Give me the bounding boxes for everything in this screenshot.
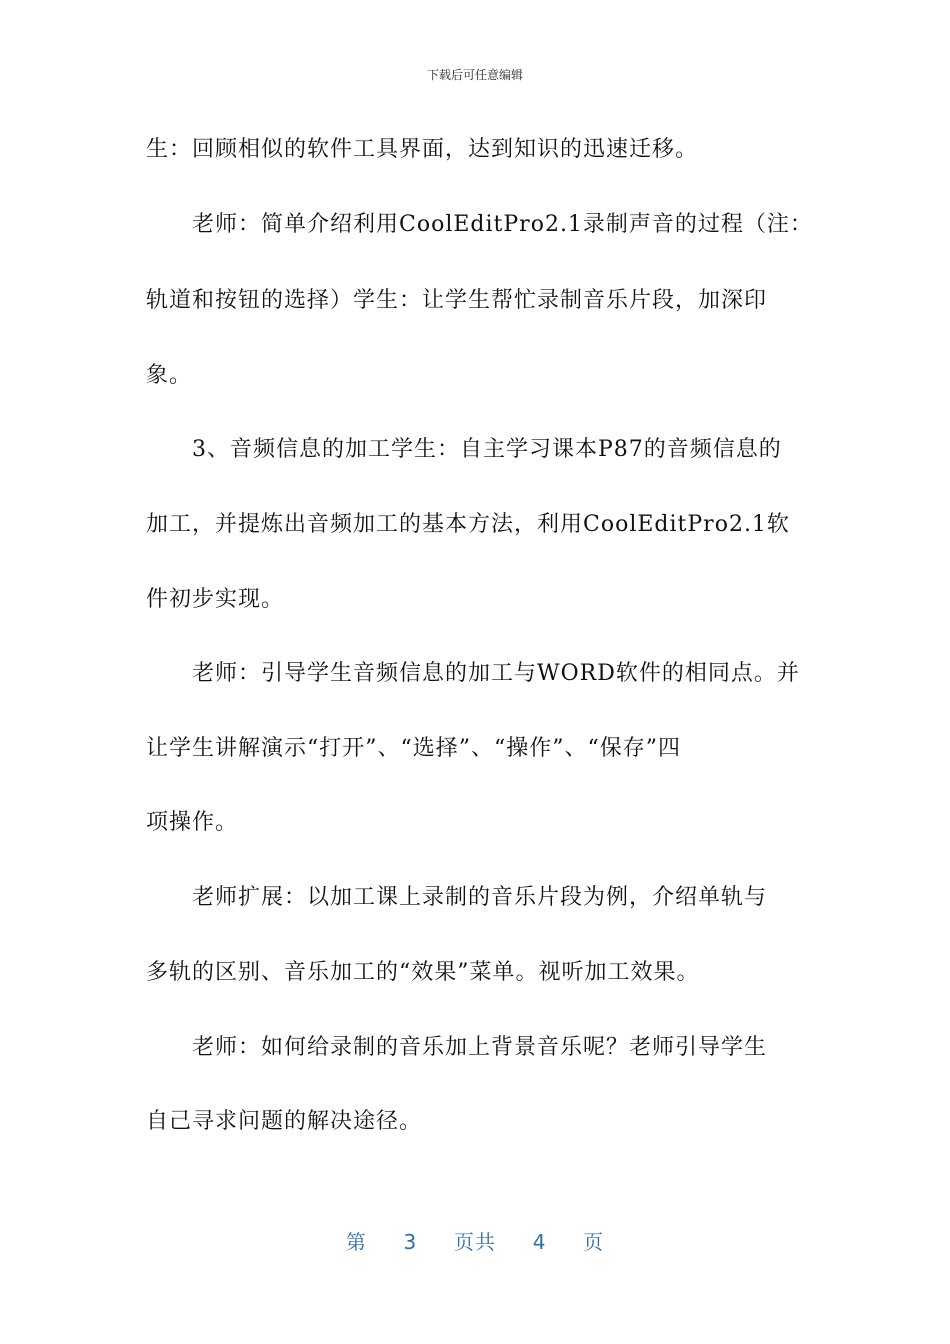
- text-line: 老师：如何给录制的音乐加上背景音乐呢？老师引导学生: [192, 1035, 768, 1060]
- text-line: 轨道和按钮的选择）学生：让学生帮忙录制音乐片段，加深印: [146, 288, 768, 313]
- text-line: 自己寻求问题的解决途径。: [146, 1109, 423, 1134]
- text-line: 老师：引导学生音频信息的加工与WORD软件的相同点。并: [192, 661, 800, 686]
- page-label-suffix: 页: [583, 1230, 605, 1254]
- page-label-prefix: 第: [345, 1230, 367, 1254]
- text-line: 件初步实现。: [146, 587, 285, 612]
- page-total: 4: [532, 1230, 547, 1254]
- text-line: 3、音频信息的加工学生：自主学习课本P87的音频信息的: [192, 437, 782, 462]
- page-label-middle: 页共: [454, 1230, 496, 1254]
- text-line: 生：回顾相似的软件工具界面，达到知识的迅速迁移。: [146, 137, 699, 162]
- text-line: 加工，并提炼出音频加工的基本方法，利用CoolEditPro2.1软: [146, 512, 790, 537]
- text-line: 让学生讲解演示“打开”、“选择”、“操作”、“保存”四: [146, 736, 681, 761]
- text-line: 老师扩展：以加工课上录制的音乐片段为例，介绍单轨与: [192, 885, 768, 910]
- text-line: 老师：简单介绍利用CoolEditPro2.1录制声音的过程（注：: [192, 212, 813, 237]
- text-line: 多轨的区别、音乐加工的“效果”菜单。视听加工效果。: [146, 960, 700, 985]
- text-line: 项操作。: [146, 810, 239, 835]
- page-number: 3: [403, 1230, 418, 1254]
- header-note: 下载后可任意编辑: [426, 68, 523, 82]
- text-line: 象。: [146, 363, 193, 388]
- page-footer: [0, 1226, 950, 1255]
